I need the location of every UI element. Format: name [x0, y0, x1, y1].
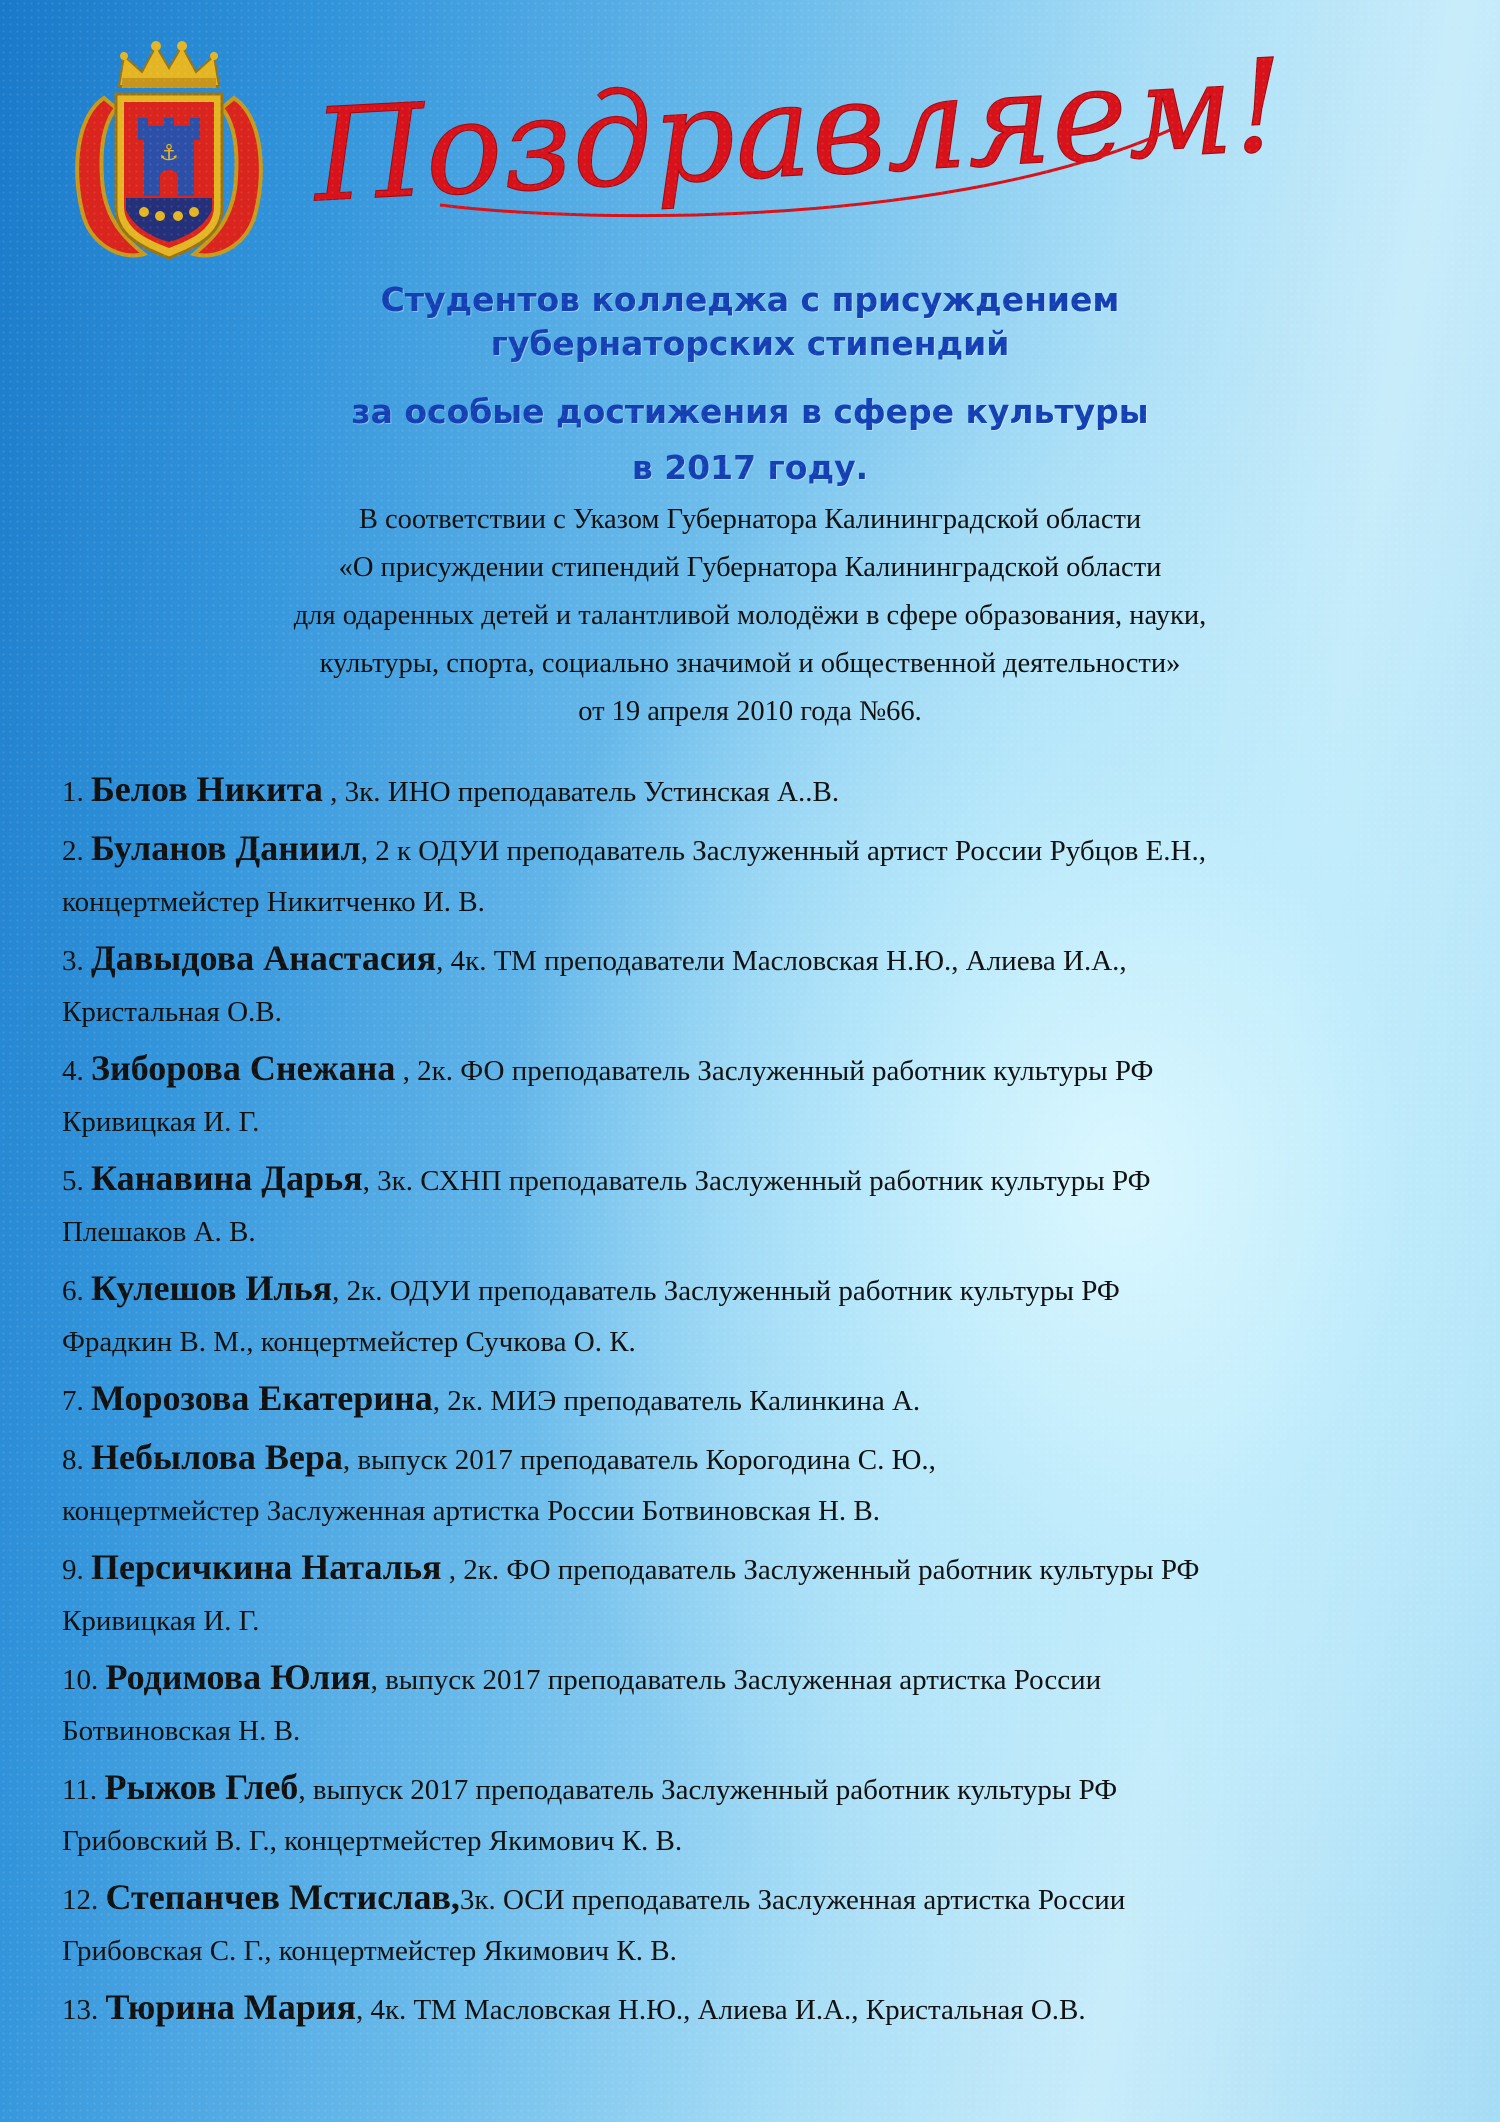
list-item-number: 8.: [62, 1444, 91, 1476]
list-item-line: [62, 1652, 1472, 1706]
student-details-continued: Грибовская С. Г., концертмейстер Якимович К. В.: [62, 1935, 677, 1967]
list-item-number: 12.: [62, 1884, 106, 1916]
student-details: , выпуск 2017 преподаватель Заслуженный работник культуры РФ: [298, 1774, 1118, 1806]
list-item-number: 4.: [62, 1055, 91, 1087]
student-name: Персичкина Наталья: [91, 1547, 442, 1587]
student-details: , 4к. ТМ преподаватели Масловская Н.Ю., Алиева И.А.,: [436, 945, 1127, 977]
svg-text:⚓: ⚓: [159, 141, 179, 166]
student-name: Тюрина Мария: [105, 1987, 356, 2027]
list-item-number: 5.: [62, 1165, 91, 1197]
decree-line-4: культуры, спорта, социально значимой и общественной деятельности»: [319, 648, 1181, 679]
list-item: [62, 1982, 1472, 2036]
student-name: Небылова Вера: [91, 1437, 343, 1477]
list-item: [62, 1373, 1472, 1427]
student-details: , выпуск 2017 преподаватель Корогодина С. Ю.,: [342, 1444, 936, 1476]
list-item: [62, 933, 1472, 1038]
student-details: , 2к. ОДУИ преподаватель Заслуженный работник культуры РФ: [332, 1275, 1120, 1307]
subtitle-line-4: в 2017 году.: [631, 448, 869, 487]
student-name: Родимова Юлия: [105, 1657, 371, 1697]
list-item: [62, 1652, 1472, 1757]
list-item-number: 13.: [62, 1994, 106, 2026]
list-item-line: [62, 764, 1472, 818]
student-name: Морозова Екатерина: [91, 1378, 433, 1418]
list-item-line: [62, 1872, 1472, 1926]
student-details-continued: Ботвиновская Н. В.: [62, 1715, 301, 1747]
headline-text: Поздравляем!: [309, 31, 1289, 232]
student-details: , 3к. СХНП преподаватель Заслуженный работник культуры РФ: [362, 1165, 1151, 1197]
student-name: Давыдова Анастасия: [91, 938, 437, 978]
decree-line-5: от 19 апреля 2010 года №66.: [578, 696, 922, 727]
list-item-number: 9.: [62, 1554, 91, 1586]
student-name: Зиборова Снежана: [91, 1048, 396, 1088]
student-name: Канавина Дарья: [91, 1158, 363, 1198]
list-item-line: [62, 1982, 1472, 2036]
list-item: [62, 1872, 1472, 1977]
student-details-continued: Кристальная О.В.: [62, 996, 282, 1028]
list-item-line: [62, 1762, 1472, 1816]
decree-line-1: В соответствии с Указом Губернатора Калининградской области: [358, 504, 1142, 535]
list-item-number: 11.: [62, 1774, 105, 1806]
list-item: [62, 1432, 1472, 1537]
student-details: , 3к. ИНО преподаватель Устинская А..В.: [322, 776, 840, 808]
decree-line-2: «О присуждении стипендий Губернатора Калининградской области: [338, 552, 1162, 583]
list-item: [62, 1263, 1472, 1368]
student-details: , 2 к ОДУИ преподаватель Заслуженный артист России Рубцов Е.Н.,: [360, 835, 1206, 867]
list-item: [62, 764, 1472, 818]
list-item-line: [62, 1373, 1472, 1427]
list-item-line: [62, 1263, 1472, 1317]
list-item: [62, 823, 1472, 928]
student-name: Белов Никита: [91, 769, 323, 809]
subtitle-line-2: губернаторских стипендий: [490, 324, 1010, 363]
headline-title: [309, 10, 1289, 240]
student-details-continued: Кривицкая И. Г.: [62, 1605, 260, 1637]
list-item-line: [62, 1432, 1472, 1486]
student-details: , 2к. ФО преподаватель Заслуженный работник культуры РФ: [395, 1055, 1154, 1087]
list-item-number: 3.: [62, 945, 91, 977]
student-name: Степанчев Мстислав,: [105, 1877, 460, 1917]
subtitle-line-3: за особые достижения в сфере культуры: [351, 392, 1149, 431]
list-item-number: 1.: [62, 776, 91, 808]
decree-line-3: для одаренных детей и талантливой молодёжи в сфере образования, науки,: [293, 600, 1207, 631]
list-item-line: [62, 1153, 1472, 1207]
student-name: Рыжов Глеб: [104, 1767, 299, 1807]
student-details-continued: Плешаков А. В.: [62, 1216, 256, 1248]
student-details: , выпуск 2017 преподаватель Заслуженная артистка России: [370, 1664, 1102, 1696]
list-item-line: [62, 1542, 1472, 1596]
student-details: 3к. ОСИ преподаватель Заслуженная артистка России: [459, 1884, 1126, 1916]
student-name: Кулешов Илья: [91, 1268, 333, 1308]
student-details-continued: Фрадкин В. М., концертмейстер Сучкова О. К.: [62, 1326, 636, 1358]
student-name: Буланов Даниил: [91, 828, 361, 868]
list-item-number: 7.: [62, 1385, 91, 1417]
list-item: [62, 1153, 1472, 1258]
student-details-continued: концертмейстер Никитченко И. В.: [62, 886, 485, 918]
student-details: , 2к. ФО преподаватель Заслуженный работник культуры РФ: [441, 1554, 1200, 1586]
list-item: [62, 1762, 1472, 1867]
list-item: [62, 1542, 1472, 1647]
student-details: , 4к. ТМ Масловская Н.Ю., Алиева И.А., Кристальная О.В.: [355, 1994, 1086, 2026]
laureate-list: [62, 764, 1472, 2041]
list-item-line: [62, 933, 1472, 987]
student-details-continued: концертмейстер Заслуженная артистка России Ботвиновская Н. В.: [62, 1495, 880, 1527]
student-details-continued: Кривицкая И. Г.: [62, 1106, 260, 1138]
list-item-number: 6.: [62, 1275, 91, 1307]
student-details-continued: Грибовский В. Г., концертмейстер Якимович К. В.: [62, 1825, 683, 1857]
subtitle-line-1: Студентов колледжа с присуждением: [380, 280, 1120, 319]
coat-of-arms-icon: [64, 28, 274, 268]
student-details: , 2к. МИЭ преподаватель Калинкина А.: [432, 1385, 921, 1417]
list-item-number: 2.: [62, 835, 91, 867]
list-item-line: [62, 1043, 1472, 1097]
list-item-number: 10.: [62, 1664, 106, 1696]
list-item: [62, 1043, 1472, 1148]
list-item-line: [62, 823, 1472, 877]
